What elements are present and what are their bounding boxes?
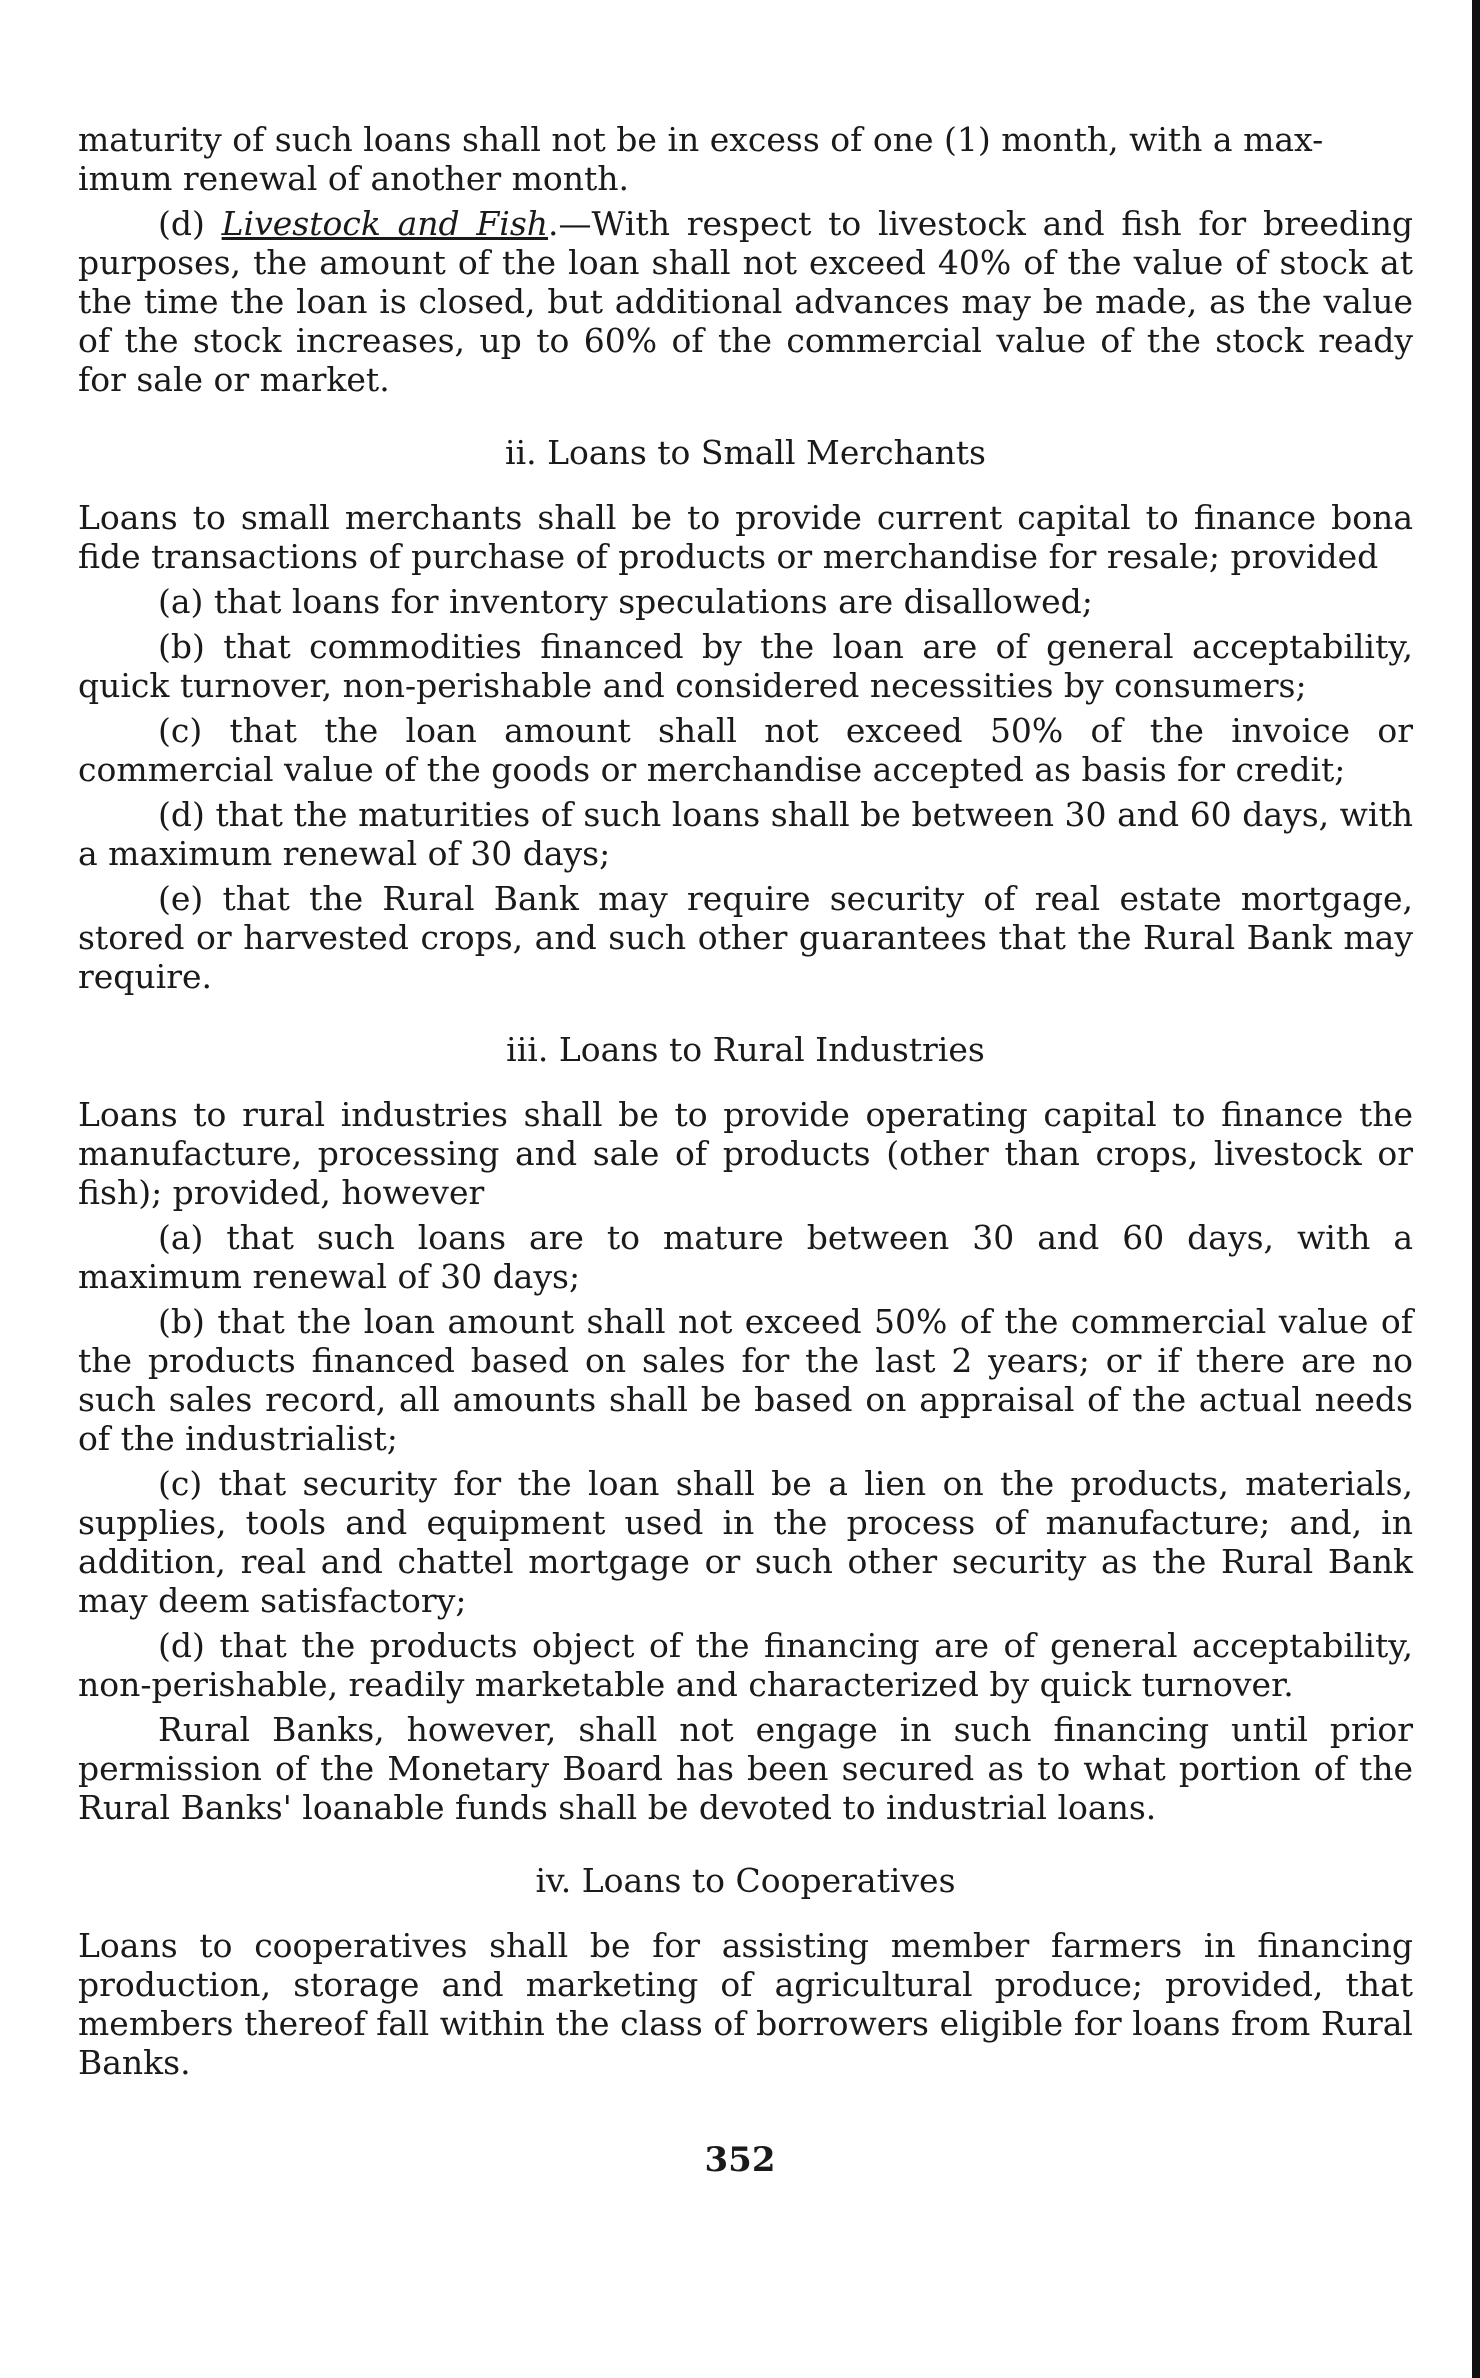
- section-iii-item-d: (d) that the products object of the financing are of general acceptability, non-perishable, readily marketable and characterized by quick turnover.: [78, 1626, 1413, 1704]
- section-iii-heading: iii. Loans to Rural Industries: [506, 1030, 985, 1069]
- continuation-paragraph: [78, 120, 1413, 198]
- livestock-text: .—With respect to livestock and fish for breeding purposes, the amount of the loan shall not exceed 40% of the value of stock at the time the loan is closed, but additional advances may be made, as the value of the stock increases, up to 60% of the commercial value of the stock ready for sale or market.: [78, 204, 1413, 399]
- section-ii-item-a: (a) that loans for inventory speculations are disallowed;: [158, 582, 1093, 621]
- section-ii-item-c: (c) that the loan amount shall not exceed 50% of the invoice or commercial value of the goods or merchandise accepted as basis for credit;: [78, 711, 1413, 789]
- livestock-label: (d): [158, 204, 205, 243]
- section-iii-closing: Rural Banks, however, shall not engage in such financing until prior permission of the Monetary Board has been secured as to what portion of the Rural Banks' loanable funds shall be devoted to industrial loans.: [78, 1710, 1413, 1827]
- page-number: 352: [704, 2140, 776, 2180]
- section-iii-intro: Loans to rural industries shall be to provide operating capital to finance the manufacture, processing and sale of products (other than crops, livestock or fish); provided, however: [78, 1095, 1413, 1212]
- livestock-title: Livestock and Fish: [221, 204, 549, 243]
- section-ii-item-b: (b) that commodities financed by the loan are of general acceptability, quick turnover, non-perishable and considered necessities by consumers;: [78, 627, 1413, 705]
- section-ii-item-e: (e) that the Rural Bank may require security of real estate mortgage, stored or harvested crops, and such other guarantees that the Rural Bank may require.: [78, 879, 1413, 996]
- continuation-line-2: imum renewal of another month.: [78, 159, 630, 198]
- section-ii-heading: ii. Loans to Small Merchants: [505, 433, 986, 472]
- section-iii-item-c: (c) that security for the loan shall be a lien on the products, materials, supplies, tools and equipment used in the process of manufacture; and, in addition, real and chattel mortgage or such other security as the Rural Bank may deem satisfactory;: [78, 1464, 1413, 1620]
- section-ii-intro: Loans to small merchants shall be to provide current capital to finance bona fide transactions of purchase of products or merchandise for resale; provided: [78, 498, 1413, 576]
- livestock-paragraph: [78, 204, 1413, 399]
- document-page: [78, 120, 1413, 2088]
- section-ii-item-d: (d) that the maturities of such loans shall be between 30 and 60 days, with a maximum renewal of 30 days;: [78, 795, 1413, 873]
- section-iii-item-a: (a) that such loans are to mature between 30 and 60 days, with a maximum renewal of 30 days;: [78, 1218, 1413, 1296]
- page-edge-shadow: [1472, 0, 1480, 2378]
- section-iv-heading: iv. Loans to Cooperatives: [535, 1861, 956, 1900]
- continuation-line-1: maturity of such loans shall not be in excess of one (1) month, with a max-: [78, 120, 1324, 159]
- section-iv-text: Loans to cooperatives shall be for assisting member farmers in financing production, storage and marketing of agricultural produce; provided, that members thereof fall within the class of borrowers eligible for loans from Rural Banks.: [78, 1926, 1413, 2082]
- section-iii-item-b: (b) that the loan amount shall not exceed 50% of the commercial value of the products financed based on sales for the last 2 years; or if there are no such sales record, all amounts shall be based on appraisal of the actual needs of the industrialist;: [78, 1302, 1413, 1458]
